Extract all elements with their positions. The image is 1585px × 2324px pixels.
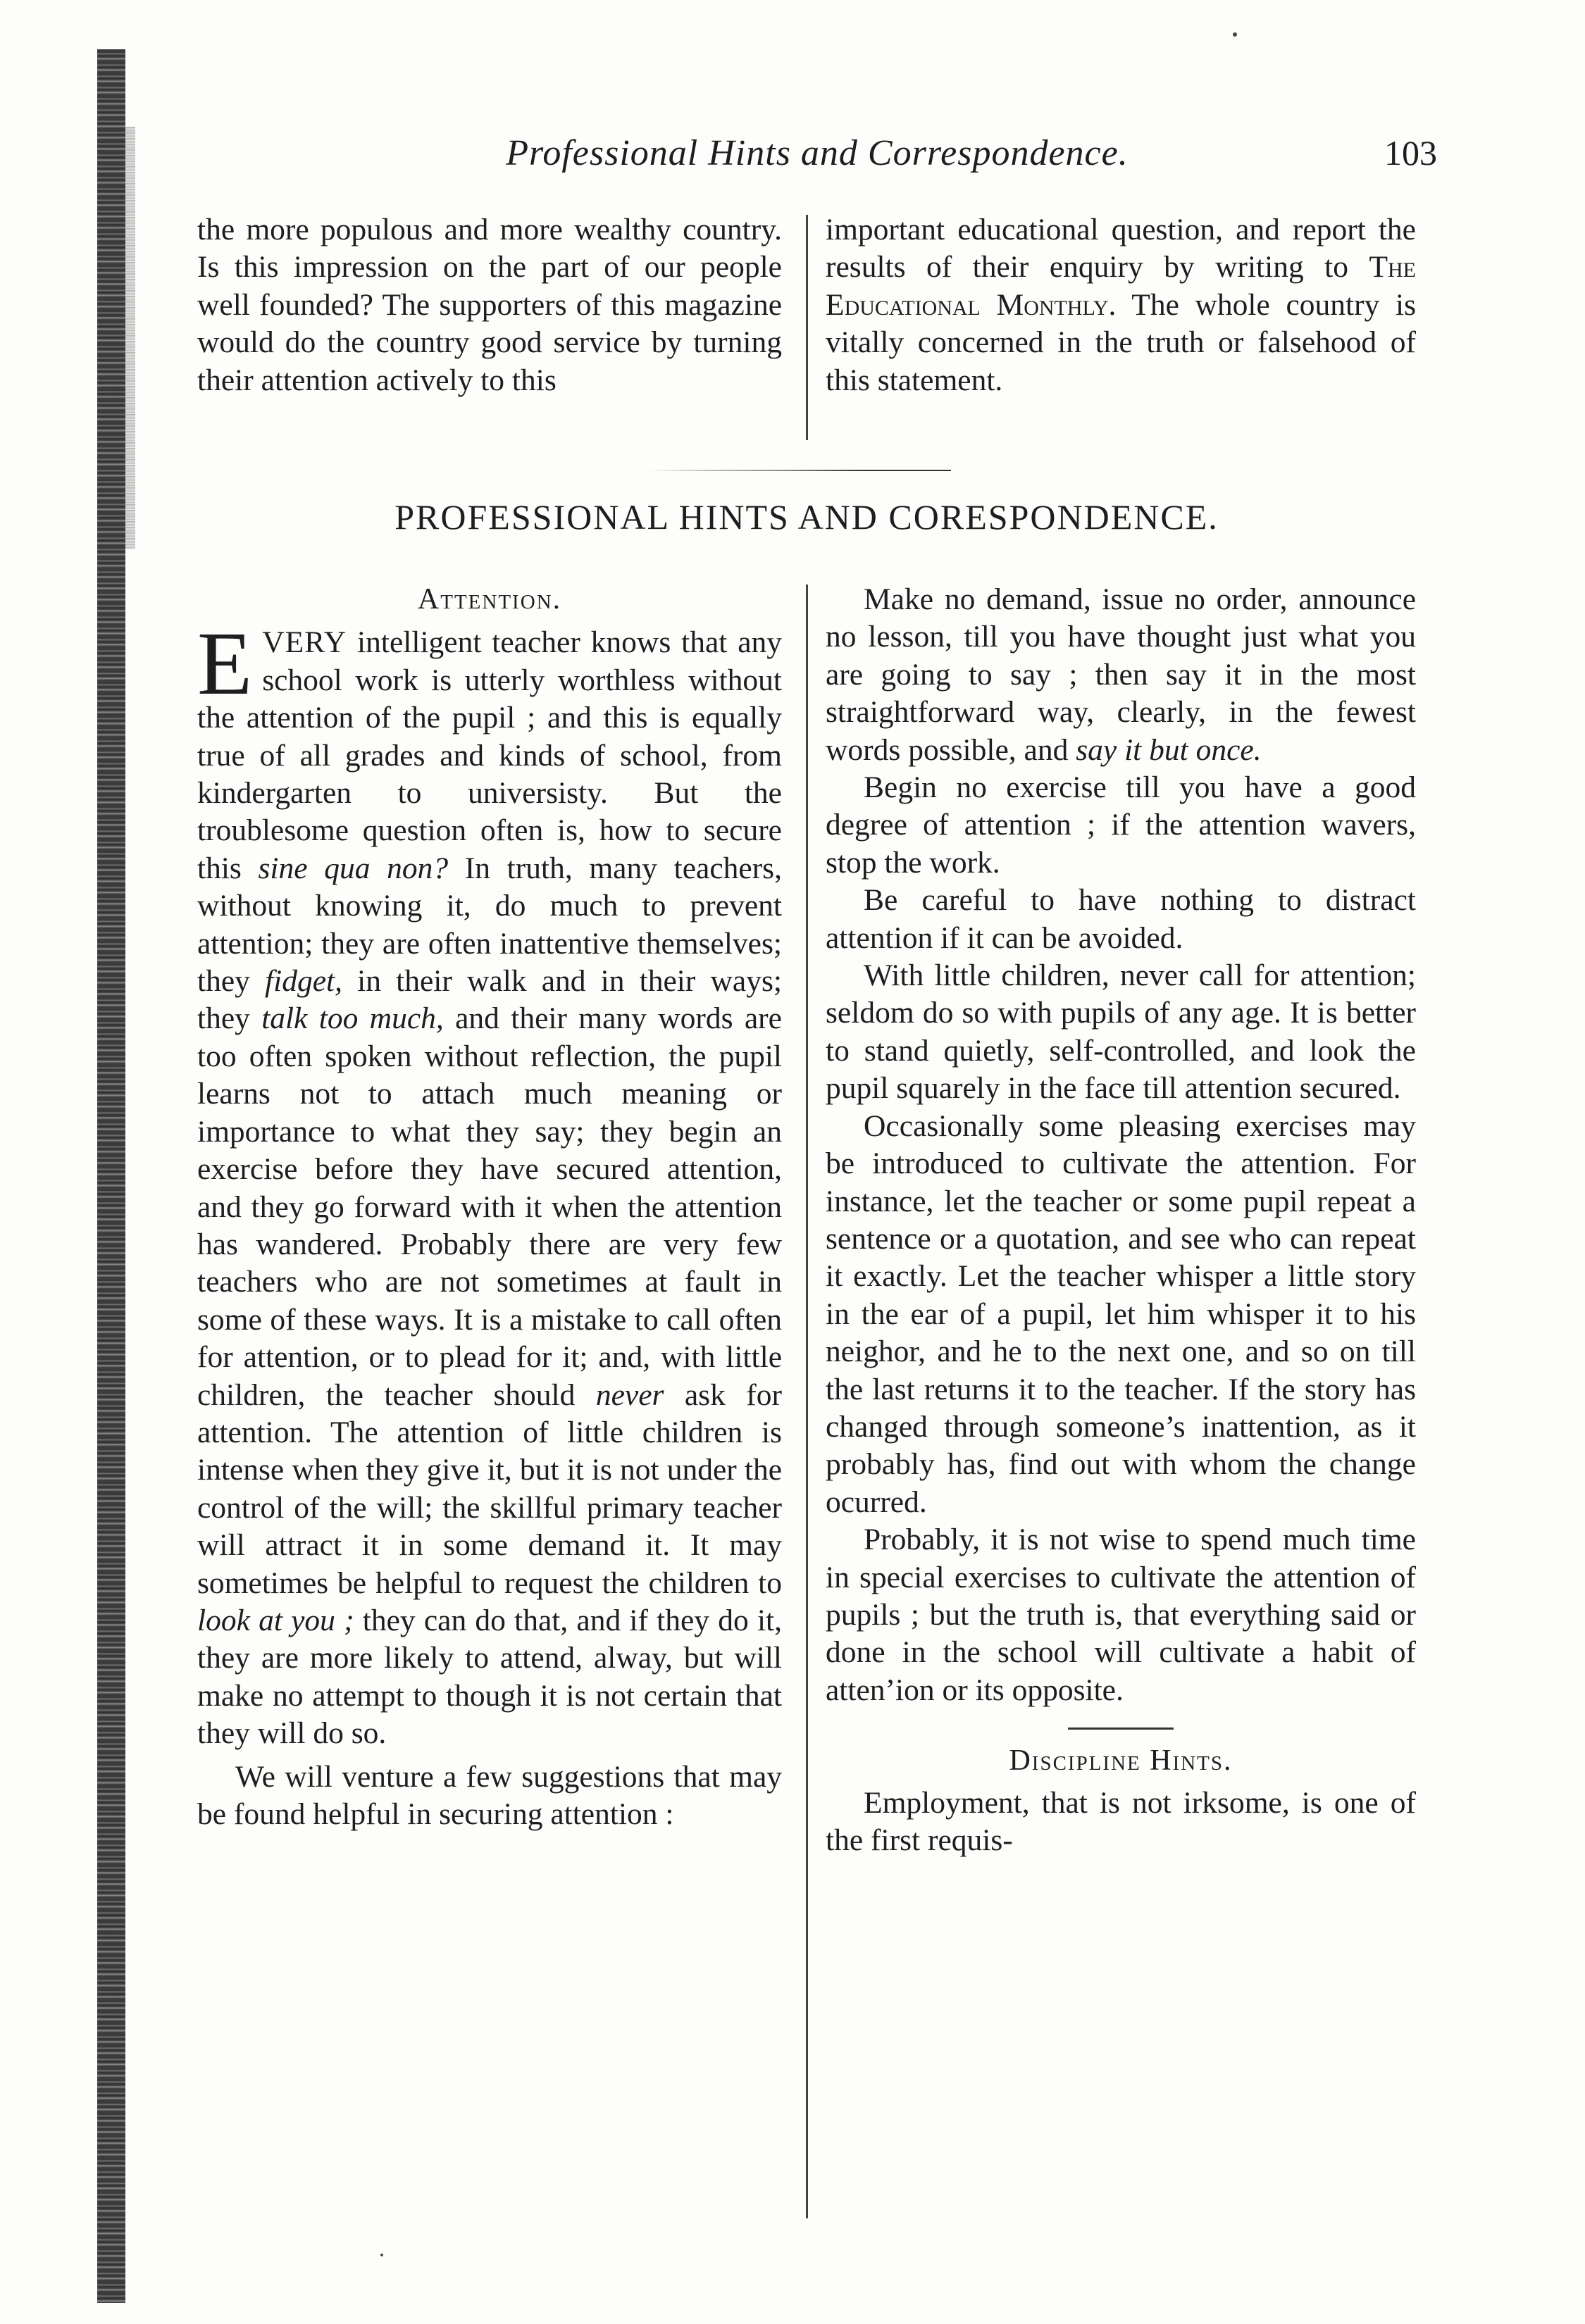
section-title: PROFESSIONAL HINTS AND CORESPONDENCE. [394,497,1219,537]
attention-paragraph-2: We will venture a few suggestions that may be found helpful in securing attention : [197,1759,782,1831]
attention-text-c: in their walk and in their ways; they [197,964,782,1036]
suggestion-paragraph-1 [826,581,1416,769]
drop-cap: E [197,613,253,714]
page-header [197,132,1437,182]
page-binding-shadow [125,127,135,549]
suggestions-column [826,581,1416,1859]
discipline-heading: Discipline Hints. [1009,1744,1233,1778]
suggestion-paragraph-3: Be careful to have nothing to distract attention if it can be avoided. [826,883,1416,955]
attention-text-a: intelligent teacher knows that any school work is utterly worthless without the attention of the pupil ; and this is equally true of all grades and kinds of school, from kindergarten to universisty. But the troublesome question often is, how to secure this [197,625,782,885]
italic-say-it-but-once: say it but once. [1076,732,1262,767]
suggestion-paragraph-6: Probably, it is not wise to spend much time in special exercises to cultivate the attention of pupils ; but the truth is, that everything said or done in the school will cultivate a habit of attenʼion or its opposite. [826,1523,1416,1707]
suggestion-paragraph-2: Begin no exercise till you have a good degree of attention ; if the attention wavers, stop the work. [826,770,1416,880]
top-right-text-2: The whole country is vitally concerned in the truth or falsehood of this statement. [826,287,1416,397]
italic-look-at-you: look at you ; [197,1603,354,1637]
first-word: VERY [262,625,347,660]
italic-talk-too-much: talk too much, [261,1001,444,1036]
top-right-paragraph [826,211,1416,399]
italic-never: never [595,1377,664,1412]
attention-text-d: and their many words are too often spoken without reflection, the pupil learns not to attach much meaning or importance to what they say; they begin an exercise before they have secured attention, and they go forward with it when the attention has wandered. Probably there are very few teachers who are not sometimes at fault in some of these ways. It is a mistake to call often for attention, or to plead for it; and, with little children, the teacher should [197,1001,782,1412]
suggestion-1-text: Make no demand, issue no order, announce no lesson, till you have thought just what you are going to say ; then say it in the most straightforward way, clearly, in the fewest words possible, and [826,582,1416,767]
attention-text-f: they can do that, and if they do it, they are more likely to attend, alway, but will make no attempt to though it is not certain that they will do so. [197,1603,782,1751]
section-separator-rule [648,470,951,471]
suggestion-paragraph-4: With little children, never call for attention; seldom do so with pupils of any age. It is better to stand quietly, self-controlled, and look the pupil squarely in the face till attention secured. [826,958,1416,1106]
attention-paragraph-1 [197,613,782,1752]
top-column-divider [806,215,808,440]
speck [380,2254,383,2256]
italic-fidget: fidget, [265,964,342,999]
magazine-name: The Educational Monthly. [826,250,1416,322]
top-right-column [826,211,1416,399]
attention-text-e: ask for attention. The attention of little children is intense when they give it, but it is not under the control of the will; the skillful primary teacher will attract it in some demand it. It may sometimes be helpful to request the children to [197,1377,782,1600]
attention-column [197,581,782,1833]
suggestion-paragraph-5: Occasionally some pleasing exercises may be introduced to cultivate the attention. For instance, let the teacher or some pupil repeat a sentence or a quotation, and see who can repeat it exactly. Let the teacher whisper a little story in the ear of a pupil, let him whisper it to his neighor, and he to the next one, and so on till the last returns it to the teacher. If the story has changed through someone’s inattention, as it probably has, find out with whom the change ocurred. [826,1108,1416,1519]
page-number: 103 [1384,133,1437,173]
attention-heading: Attention. [417,583,562,616]
top-left-paragraph: the more populous and more wealthy country. Is this impression on the part of our people well founded? The supporters of this magazine would do the country good service by turning their attention actively to this [197,213,782,397]
page-binding-edge [97,49,125,2303]
top-right-text-1: important educational question, and report the results of their enquiry by writing to [826,213,1416,285]
speck [1233,32,1237,37]
attention-text-b: In truth, many teachers, without knowing it, do much to prevent attention; they are often inattentive themselves; they [197,851,782,999]
top-left-column [197,211,782,399]
discipline-paragraph-1: Employment, that is not irksome, is one of the first requis- [826,1785,1416,1857]
running-title: Professional Hints and Correspondence. [506,133,1129,173]
bottom-column-divider [806,585,808,2218]
italic-sine-qua-non: sine qua non? [258,851,449,885]
discipline-rule [1068,1728,1174,1730]
